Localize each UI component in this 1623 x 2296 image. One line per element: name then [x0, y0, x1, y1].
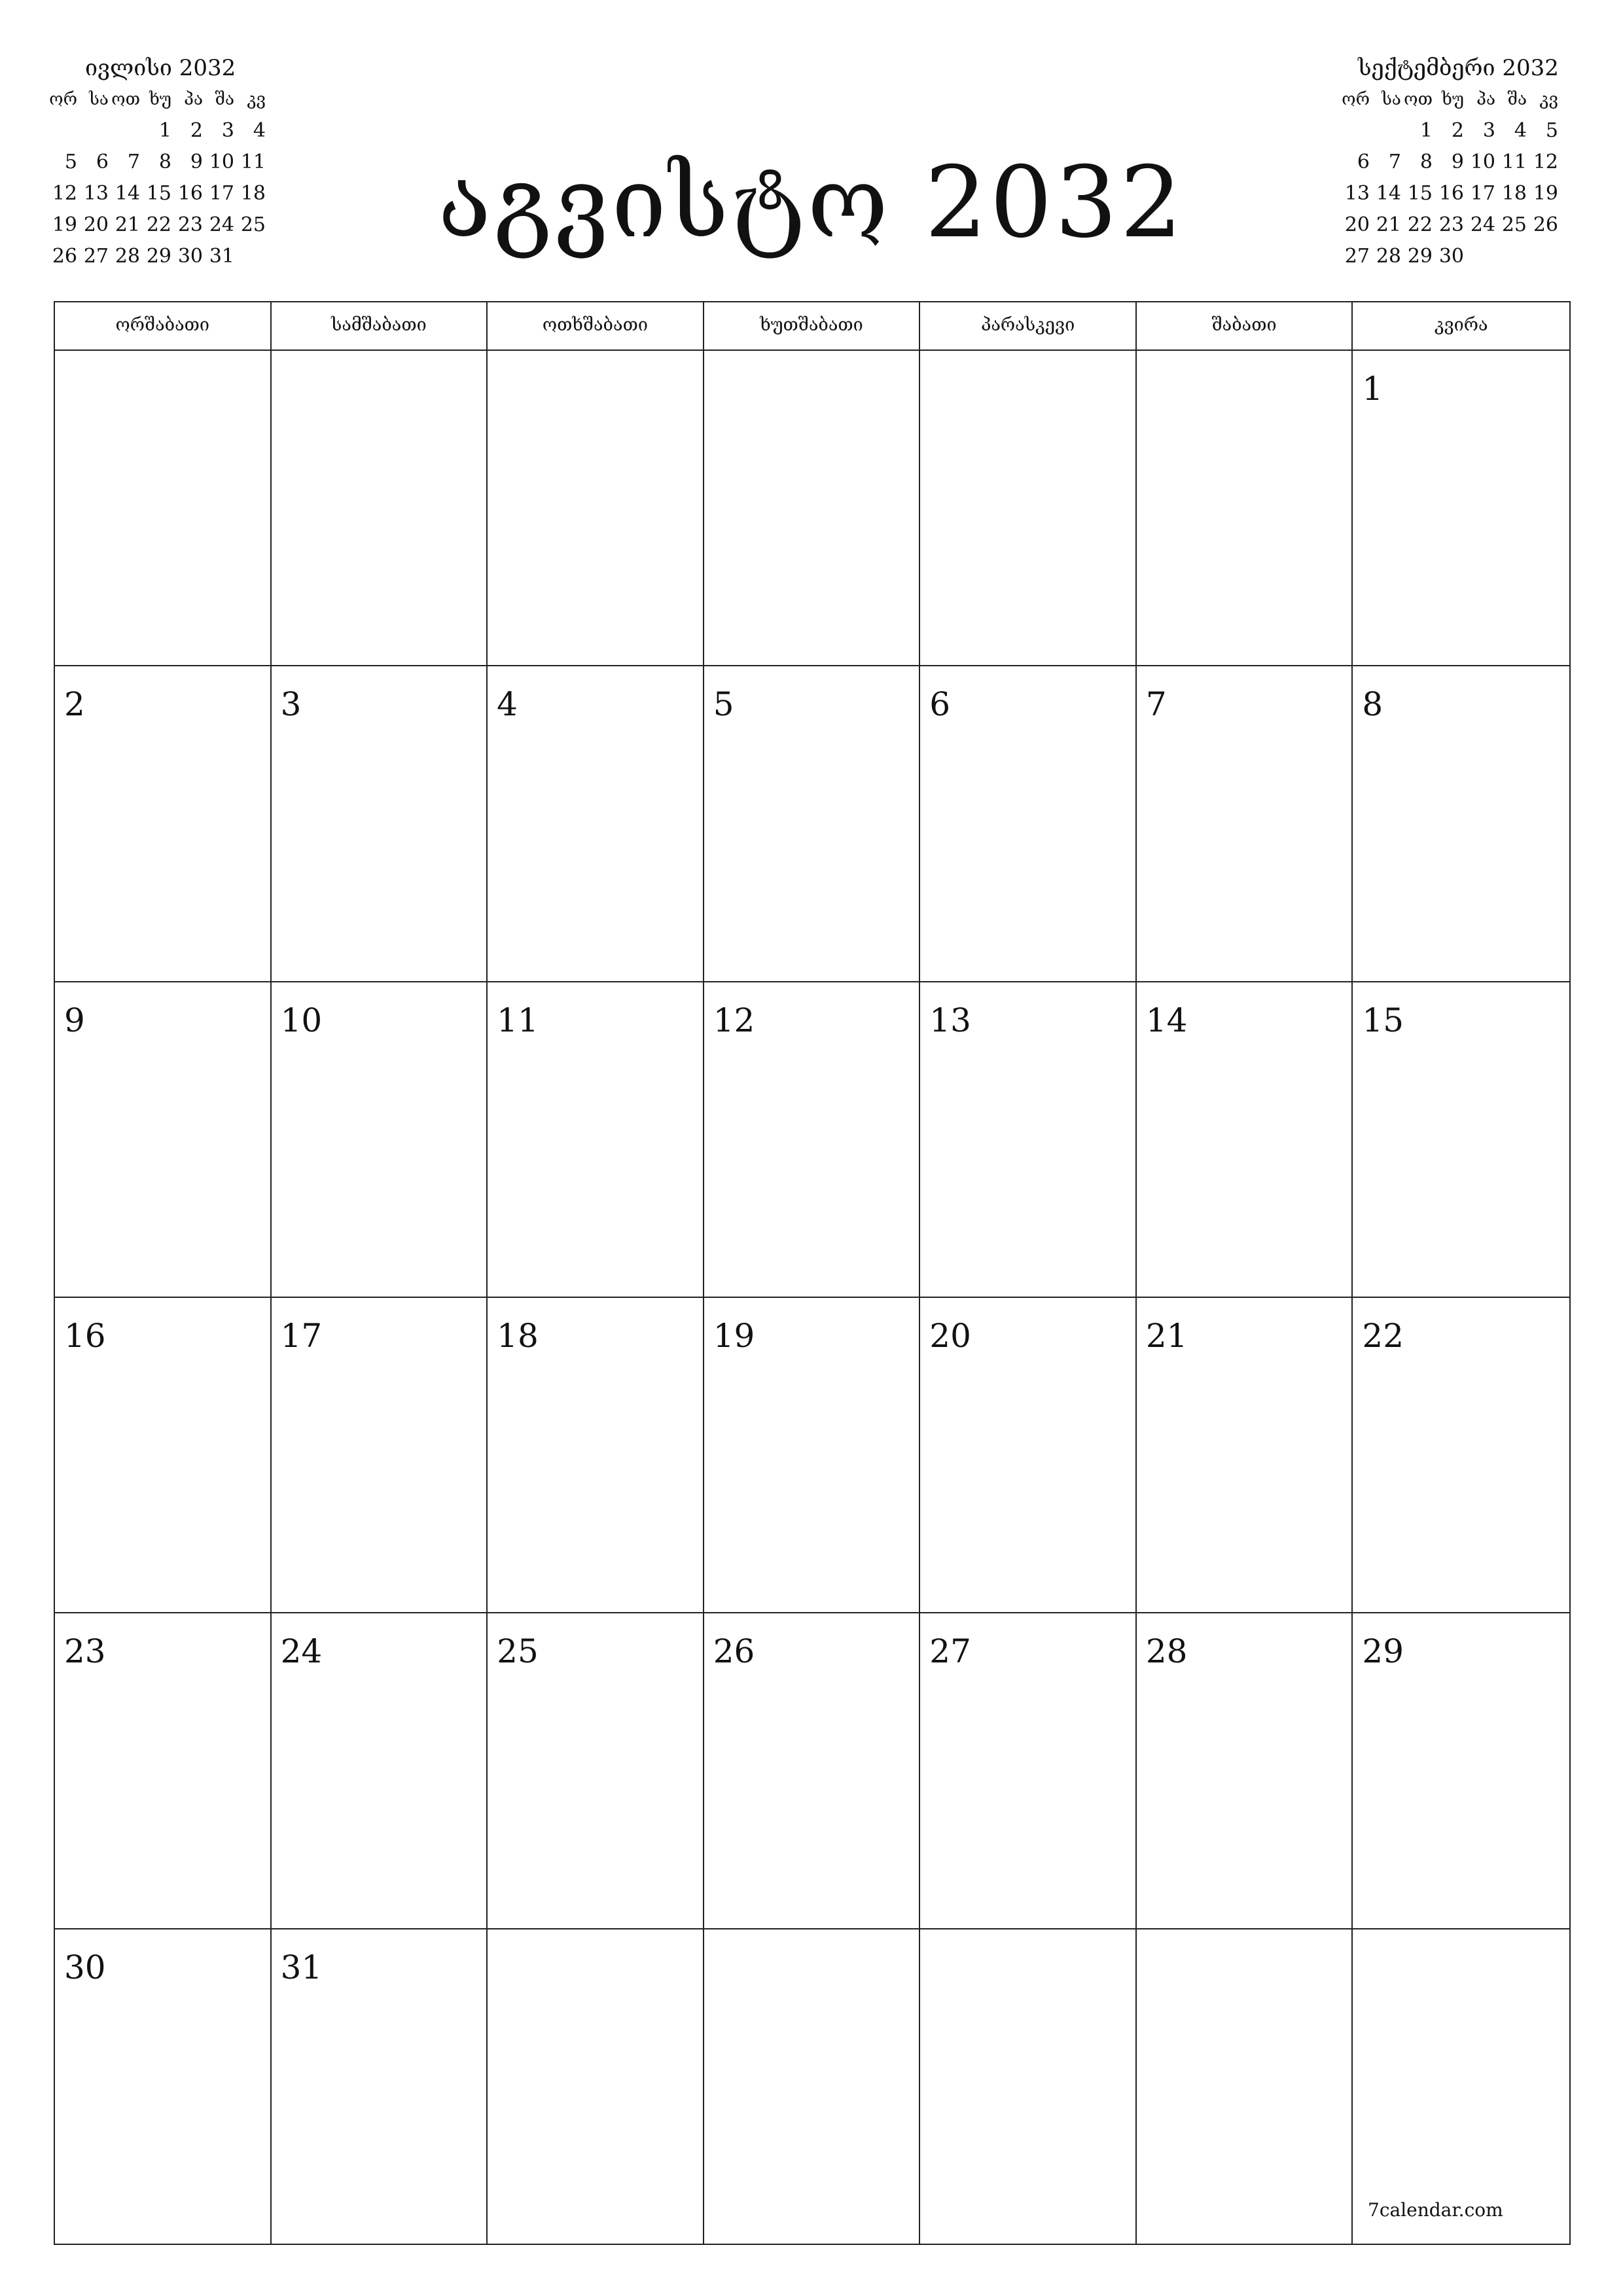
mini-day: 5: [1545, 119, 1558, 142]
mini-day: 6: [96, 151, 109, 173]
mini-day: 11: [1501, 151, 1527, 173]
day-number: 13: [929, 1001, 971, 1039]
mini-day: 21: [1376, 213, 1401, 236]
day-cell[interactable]: [1137, 351, 1353, 666]
mini-day: 28: [115, 245, 140, 268]
mini-day: 28: [1376, 245, 1401, 268]
mini-day: 6: [1357, 151, 1370, 173]
day-cell[interactable]: [488, 1929, 704, 2245]
mini-day: 12: [52, 182, 77, 205]
mini-day: 15: [1407, 182, 1433, 205]
mini-weekday-label: შა: [215, 90, 234, 109]
day-cell[interactable]: [920, 1298, 1137, 1613]
mini-calendar-grid: [1338, 84, 1559, 272]
mini-weekday-label: ორ: [1342, 90, 1370, 109]
day-number: 21: [1145, 1317, 1188, 1355]
mini-day: [1370, 115, 1401, 147]
mini-weekday-label: პა: [1476, 90, 1495, 109]
day-cell[interactable]: [272, 1613, 488, 1929]
mini-day: 26: [52, 245, 77, 268]
day-cell[interactable]: [1353, 666, 1569, 982]
weekday-header: პარასკევი: [920, 302, 1137, 350]
mini-day: 17: [209, 182, 234, 205]
day-number: 26: [713, 1632, 755, 1671]
day-number: 3: [280, 685, 302, 724]
day-number: 31: [280, 1948, 323, 1986]
mini-day: 4: [253, 119, 266, 142]
mini-day: 27: [1344, 245, 1370, 268]
mini-day: 17: [1470, 182, 1495, 205]
day-number: 10: [280, 1001, 323, 1039]
mini-day: 3: [1482, 119, 1495, 142]
mini-day: 21: [115, 213, 140, 236]
mini-day: 22: [146, 213, 171, 236]
mini-day: 18: [1501, 182, 1527, 205]
mini-weekday-label: სა: [89, 90, 109, 109]
day-cell[interactable]: [55, 1613, 272, 1929]
mini-day: 7: [127, 151, 140, 173]
mini-day: 30: [1438, 245, 1464, 268]
mini-day: [1495, 241, 1527, 272]
mini-day: 24: [209, 213, 234, 236]
day-number: 4: [497, 685, 518, 724]
mini-weekday-label: კვ: [247, 90, 266, 109]
mini-day: 27: [83, 245, 109, 268]
mini-calendar-title: სექტემბერი 2032: [1358, 55, 1559, 81]
mini-day: 3: [221, 119, 234, 142]
day-cell[interactable]: [488, 351, 704, 666]
day-number: 15: [1362, 1001, 1404, 1039]
day-number: 5: [713, 685, 734, 724]
mini-day: 22: [1407, 213, 1433, 236]
mini-day: [1527, 241, 1558, 272]
mini-day: 20: [83, 213, 109, 236]
mini-day: 23: [1438, 213, 1464, 236]
mini-day: 14: [1376, 182, 1401, 205]
day-cell[interactable]: [1137, 666, 1353, 982]
day-cell[interactable]: [272, 666, 488, 982]
day-cell[interactable]: [704, 982, 921, 1298]
day-cell[interactable]: [55, 666, 272, 982]
day-cell[interactable]: [704, 1929, 921, 2245]
day-cell[interactable]: [272, 1298, 488, 1613]
day-cell[interactable]: [55, 982, 272, 1298]
weekday-header: შაბათი: [1137, 302, 1353, 350]
mini-day: 16: [1438, 182, 1464, 205]
mini-day: 16: [177, 182, 203, 205]
day-cell[interactable]: [272, 351, 488, 666]
mini-day: 2: [1451, 119, 1464, 142]
mini-day: 12: [1533, 151, 1558, 173]
day-number: 19: [713, 1317, 755, 1355]
day-number: 29: [1362, 1632, 1404, 1671]
mini-day: 7: [1388, 151, 1401, 173]
mini-weekday-label: პა: [184, 90, 203, 109]
mini-weekday-label: ორ: [49, 90, 77, 109]
mini-day: 10: [209, 151, 234, 173]
mini-calendar-next-month: [1338, 52, 1559, 272]
mini-day: 19: [52, 213, 77, 236]
day-cell[interactable]: [704, 1298, 921, 1613]
day-number: 25: [497, 1632, 539, 1671]
mini-day: 24: [1470, 213, 1495, 236]
mini-day: 23: [177, 213, 203, 236]
day-number: 14: [1145, 1001, 1188, 1039]
footer-site-label: 7calendar.com: [1368, 2199, 1503, 2221]
mini-weekday-label: ოთ: [111, 90, 140, 109]
day-number: 1: [1362, 370, 1383, 408]
day-cell[interactable]: [272, 1929, 488, 2245]
mini-weekday-label: სა: [1382, 90, 1401, 109]
mini-day: 30: [177, 245, 203, 268]
day-cell[interactable]: [920, 351, 1137, 666]
mini-weekday-label: შა: [1507, 90, 1527, 109]
day-cell[interactable]: [704, 666, 921, 982]
month-calendar: [54, 301, 1571, 2245]
day-cell[interactable]: [1137, 1298, 1353, 1613]
day-cell[interactable]: [920, 666, 1137, 982]
day-cell[interactable]: [55, 1298, 272, 1613]
mini-calendar-title: ივლისი 2032: [85, 55, 236, 81]
mini-day: 19: [1533, 182, 1558, 205]
mini-day: 9: [1451, 151, 1464, 173]
day-cell[interactable]: [1137, 982, 1353, 1298]
mini-day: 9: [190, 151, 203, 173]
weekday-header: სამშაბათი: [272, 302, 488, 350]
day-number: 18: [497, 1317, 539, 1355]
day-number: 27: [929, 1632, 971, 1671]
day-cell[interactable]: [55, 351, 272, 666]
mini-day: 2: [190, 119, 203, 142]
day-cell[interactable]: [272, 982, 488, 1298]
mini-day: 29: [1407, 245, 1433, 268]
day-number: 24: [280, 1632, 323, 1671]
mini-weekday-label: ხუ: [149, 90, 171, 109]
day-number: 2: [64, 685, 85, 724]
mini-day: 5: [64, 151, 77, 173]
day-number: 23: [64, 1632, 106, 1671]
day-cell[interactable]: [1353, 982, 1569, 1298]
mini-weekday-label: ხუ: [1441, 90, 1464, 109]
day-number: 8: [1362, 685, 1383, 724]
mini-day: 11: [240, 151, 266, 173]
day-cell[interactable]: [920, 1613, 1137, 1929]
day-cell[interactable]: [1353, 351, 1569, 666]
mini-weekday-label: კვ: [1539, 90, 1558, 109]
day-cell[interactable]: [488, 1613, 704, 1929]
weekday-header: ორშაბათი: [55, 302, 272, 350]
mini-day: 26: [1533, 213, 1558, 236]
mini-weekday-label: ოთ: [1404, 90, 1433, 109]
day-cell[interactable]: [1353, 1929, 1569, 2245]
mini-day: 10: [1470, 151, 1495, 173]
day-number: 16: [64, 1317, 106, 1355]
day-number: 7: [1145, 685, 1167, 724]
day-cell[interactable]: [488, 982, 704, 1298]
day-number: 11: [497, 1001, 539, 1039]
mini-day: 8: [158, 151, 171, 173]
page-title: აგვისტო 2032: [438, 146, 1185, 260]
day-cell[interactable]: [1353, 1613, 1569, 1929]
mini-day: 13: [1344, 182, 1370, 205]
mini-day: 18: [240, 182, 266, 205]
mini-day: 13: [83, 182, 109, 205]
day-number: 12: [713, 1001, 755, 1039]
weekday-header: ხუთშაბათი: [704, 302, 921, 350]
mini-day: 15: [146, 182, 171, 205]
mini-day: [1464, 241, 1495, 272]
mini-day: 25: [1501, 213, 1527, 236]
weekday-header: ოთხშაბათი: [488, 302, 704, 350]
day-cell[interactable]: [704, 1613, 921, 1929]
day-cell[interactable]: [488, 1298, 704, 1613]
weekday-header-row: [55, 302, 1569, 351]
mini-day: 31: [209, 245, 234, 268]
day-number: 20: [929, 1317, 971, 1355]
mini-day: 14: [115, 182, 140, 205]
day-cell[interactable]: [1353, 1298, 1569, 1613]
mini-day: 4: [1514, 119, 1527, 142]
mini-day: 8: [1419, 151, 1433, 173]
day-cell[interactable]: [704, 351, 921, 666]
day-cell[interactable]: [1137, 1929, 1353, 2245]
day-cell[interactable]: [488, 666, 704, 982]
day-grid: [55, 351, 1569, 2245]
day-cell[interactable]: [1137, 1613, 1353, 1929]
mini-day: 20: [1344, 213, 1370, 236]
day-number: 30: [64, 1948, 106, 1986]
day-number: 28: [1145, 1632, 1188, 1671]
day-number: 6: [929, 685, 951, 724]
day-cell[interactable]: [55, 1929, 272, 2245]
weekday-header: კვირა: [1434, 315, 1488, 335]
day-cell[interactable]: [920, 982, 1137, 1298]
mini-day: 1: [1419, 119, 1433, 142]
mini-day: 25: [240, 213, 266, 236]
mini-day: [1338, 115, 1370, 147]
mini-day: 29: [146, 245, 171, 268]
mini-day: 1: [158, 119, 171, 142]
day-number: 22: [1362, 1317, 1404, 1355]
day-cell[interactable]: [920, 1929, 1137, 2245]
day-number: 9: [64, 1001, 85, 1039]
day-number: 17: [280, 1317, 323, 1355]
